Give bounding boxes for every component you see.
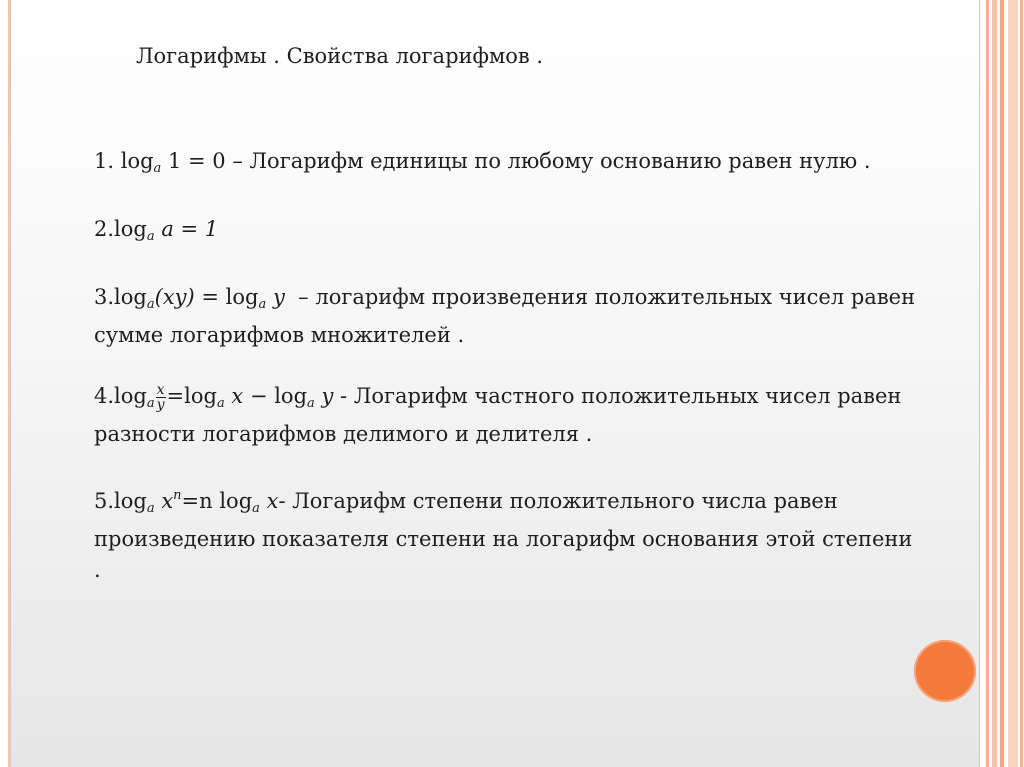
formula-fraction: [156, 383, 166, 412]
formula-base: a: [146, 501, 155, 516]
item-number: 2.: [94, 217, 115, 241]
formula-log: log: [184, 384, 217, 408]
formula-base: a: [216, 396, 225, 411]
formula-arg: (xy) =: [154, 285, 226, 309]
formula-equals: =: [166, 384, 185, 408]
formula-equals: =n: [181, 489, 220, 513]
slide-title: Логарифмы . Свойства логарифмов .: [136, 44, 544, 68]
property-item-5: [94, 480, 924, 586]
formula-base: a: [146, 396, 155, 411]
formula-base: a: [258, 297, 267, 312]
property-text: – Логарифм единицы по любому основанию равен нулю .: [232, 149, 871, 173]
decorative-stripes: [984, 0, 1024, 767]
formula-arg: x −: [231, 384, 275, 408]
formula-arg: y: [272, 285, 285, 309]
formula-log: log: [219, 489, 253, 513]
fraction-numerator: x: [156, 382, 165, 398]
formula-log: log: [120, 149, 154, 173]
stripe: [1008, 0, 1018, 767]
formula-rhs: a = 1: [161, 217, 219, 241]
formula-arg: y: [321, 384, 334, 408]
formula-base: a: [307, 396, 315, 411]
formula-base: a: [146, 297, 155, 312]
property-item-3: [94, 282, 924, 351]
property-text: – логарифм произведения положительных чисел равен сумме логарифмов множителей .: [94, 285, 916, 347]
formula-log: log: [225, 285, 259, 309]
property-item-1: [94, 146, 924, 184]
property-text: - Логарифм степени положительного числа равен произведению показателя степени на логарифм основания этой степени .: [94, 489, 913, 582]
stripe: [992, 0, 997, 767]
stripe: [1000, 0, 1004, 767]
formula-base: a: [146, 229, 155, 244]
fraction-denominator: y: [156, 397, 165, 413]
stripe: [986, 0, 989, 767]
item-number: 5.: [94, 489, 115, 513]
formula-base: a: [252, 501, 260, 516]
formula-arg: x: [266, 489, 279, 513]
orange-circle-icon: [914, 640, 976, 702]
item-number: 3.: [94, 285, 115, 309]
item-number: 1.: [94, 149, 115, 173]
formula-arg: x: [161, 489, 174, 513]
property-item-2: [94, 214, 924, 252]
formula-log: log: [114, 217, 147, 241]
formula-rhs: 1 = 0: [168, 149, 226, 173]
property-list: [94, 146, 924, 616]
formula-log: log: [274, 384, 308, 408]
stripe: [1020, 0, 1023, 767]
formula-log: log: [114, 489, 147, 513]
property-item-4: [94, 381, 924, 450]
formula-log: log: [114, 384, 147, 408]
property-text: - Логарифм частного положительных чисел равен разности логарифмов делимого и делителя .: [94, 384, 902, 446]
formula-log: log: [114, 285, 147, 309]
formula-base: a: [153, 161, 162, 176]
formula-exponent: n: [173, 488, 182, 503]
item-number: 4.: [94, 384, 115, 408]
